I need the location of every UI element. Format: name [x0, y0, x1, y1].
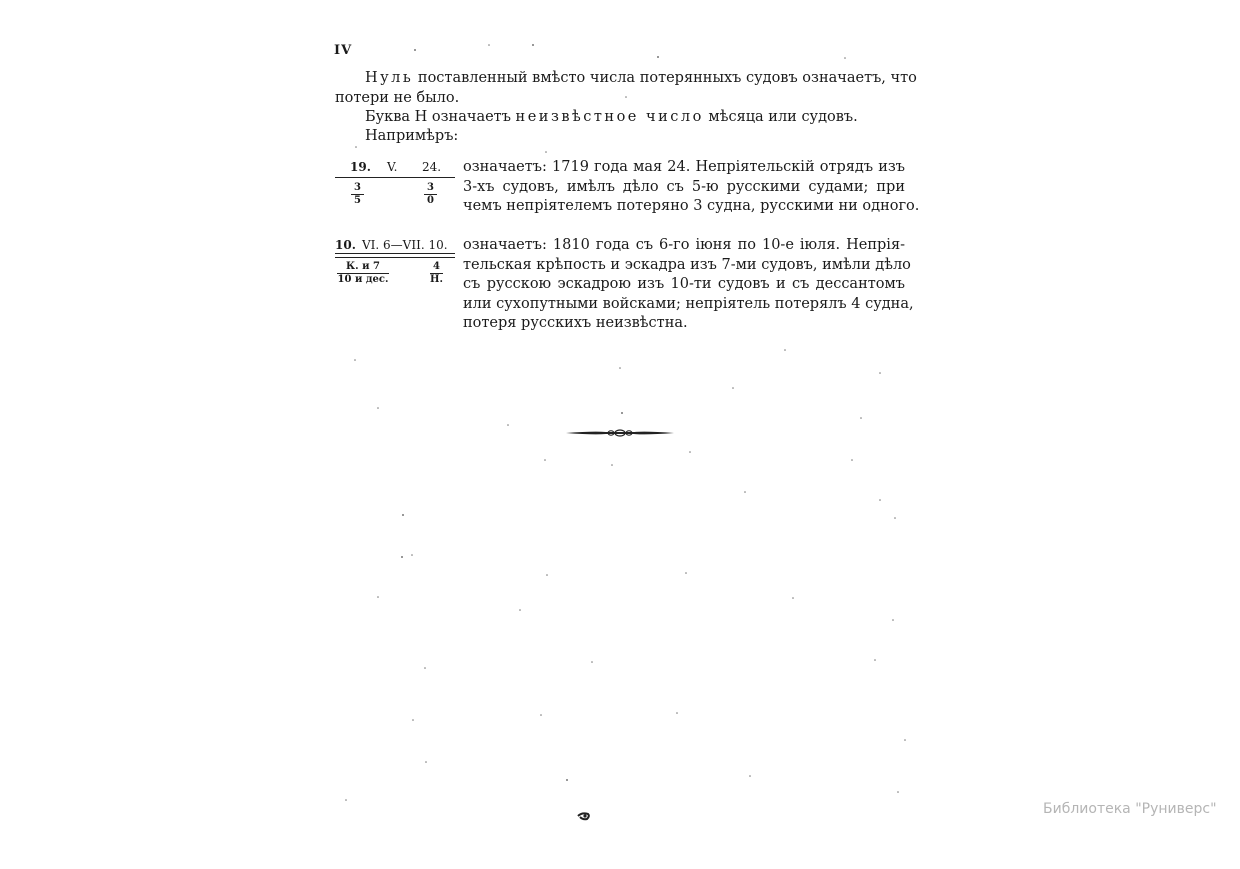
ex1-russian-loss: 0: [427, 195, 434, 206]
signature-mark-icon: [577, 811, 591, 821]
library-watermark: Библиотека "Руниверс": [1043, 801, 1217, 817]
intro-paragraph-letter-h: [335, 108, 905, 128]
ex1-rule: [335, 177, 455, 178]
ex1-right-fraction: [424, 182, 437, 207]
ex2-year: 10.: [335, 238, 356, 252]
ex1-year: 19.: [350, 160, 371, 174]
example-1-explanation: [463, 158, 920, 217]
ex2-line: означаетъ: 1810 года съ 6-го іюня по 10-е іюля. Непрія-: [463, 237, 905, 253]
ex2-dates: VI. 6—VII. 10.: [362, 238, 448, 252]
ex1-russian-count: 5: [354, 195, 361, 206]
example-heading: Напримѣръ:: [365, 128, 459, 144]
ex1-line: чемъ непріятелемъ потеряно 3 судна, русскими ни одного.: [463, 198, 920, 215]
ex2-enemy-loss: 4: [430, 261, 443, 274]
ex2-line: или сухопутными войсками; непріятель потерялъ 4 судна,: [463, 295, 914, 312]
intro-line2-text: потери не было.: [335, 89, 460, 106]
ex2-line: съ русскою эскадрою изъ 10-ти судовъ и съ дессантомъ: [463, 276, 905, 293]
intro-paragraph-zero: [335, 69, 917, 108]
ex2-left-fraction: [337, 261, 389, 286]
ex1-enemy-loss: 3: [424, 182, 437, 195]
p2-end: мѣсяца или судовъ.: [703, 109, 858, 125]
ex1-month: V.: [387, 160, 398, 174]
example-2-explanation: [463, 236, 914, 334]
ex1-line: означаетъ: 1719 года мая 24. Непріятельскій отрядъ изъ: [463, 159, 905, 175]
page-number: IV: [334, 43, 353, 58]
ex2-line: тельская крѣпость и эскадра изъ 7-ми судовъ, имѣли дѣло: [463, 256, 911, 273]
spaced-word: Нуль: [365, 70, 414, 86]
ex2-enemy-force: К. и 7: [337, 261, 389, 274]
ornament-divider-icon: [566, 427, 674, 439]
ex2-double-rule: [335, 253, 455, 258]
ex2-right-fraction: [430, 261, 443, 286]
intro-line1-text: поставленный вмѣсто числа потерянныхъ судовъ означаетъ, что: [413, 70, 917, 86]
ex1-line: 3-хъ судовъ, имѣлъ дѣло съ 5-ю русскими судами; при: [463, 178, 905, 195]
p2-start: Буква Н означаетъ: [365, 109, 516, 125]
ex1-day: 24.: [422, 160, 442, 174]
p2-spaced: неизвѣстное число: [515, 109, 704, 125]
ex2-line: потеря русскихъ неизвѣстна.: [463, 315, 688, 332]
ex1-enemy-count: 3: [351, 182, 364, 195]
ex2-russian-force: 10 и дес.: [337, 274, 389, 285]
ex2-russian-loss: Н.: [430, 274, 443, 285]
ex1-left-fraction: [351, 182, 364, 207]
